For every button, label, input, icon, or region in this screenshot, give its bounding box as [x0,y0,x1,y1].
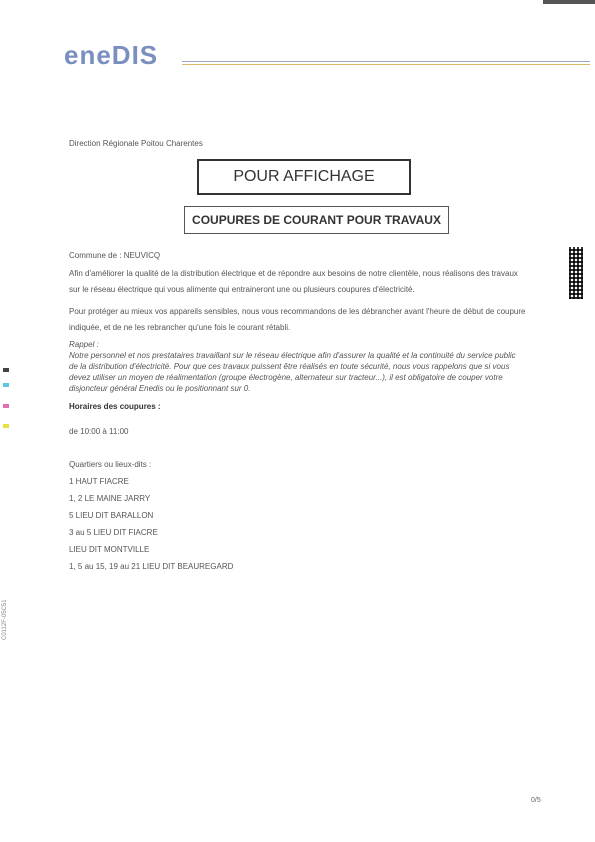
intro-paragraph [69,268,549,295]
print-mark-magenta [3,404,9,408]
intro-line-1: Afin d'améliorer la qualité de la distribution électrique et de répondre aux besoins de notre clientèle, nous réalisons des travaux [69,269,518,278]
quartier-item: 1, 5 au 15, 19 au 21 LIEU DIT BEAUREGARD [69,562,234,571]
rappel-title: Rappel : [69,340,99,349]
rappel-line: devez utiliser un moyen de réalimentation (groupe électrogène, alternateur sur tracteur...), il est obligatoire de couper votre [69,373,503,382]
pour-affichage-box [197,159,411,195]
quartier-item: 5 LIEU DIT BARALLON [69,511,154,520]
horaires-title: Horaires des coupures : [69,402,161,411]
quartier-item: 1 HAUT FIACRE [69,477,129,486]
quartiers-title: Quartiers ou lieux-dits : [69,460,152,469]
commune-line: Commune de : NEUVICQ [69,251,161,260]
quartier-item: 1, 2 LE MAINE JARRY [69,494,151,503]
horaires-value: de 10:00 à 11:00 [69,427,129,436]
intro-line-2: sur le réseau électrique qui vous alimente qui entraineront une ou plusieurs coupures d'électricité. [69,285,415,294]
header-rule-gold [182,64,590,65]
coupures-title: COUPURES DE COURANT POUR TRAVAUX [192,213,441,227]
quartiers-list [69,456,233,575]
rappel-line: Notre personnel et nos prestataires travaillant sur le réseau électrique afin d'assurer la qualité et la continuité du service public [69,351,516,360]
protect-line-2: indiquée, et de ne les rebrancher qu'une fois le courant rétabli. [69,323,291,332]
direction-label: Direction Régionale Poitou Charentes [69,139,203,148]
quartier-item: LIEU DIT MONTVILLE [69,545,150,554]
rappel-line: de la distribution d'électricité. Pour que ces travaux puissent être réalisés en toute sécurité, nous vous rappelons que si vous [69,362,510,371]
protect-line-1: Pour protéger au mieux vos appareils sensibles, nous vous recommandons de les débrancher avant l'heure de début de coupure [69,307,526,316]
protect-paragraph [69,306,549,333]
pour-affichage-title: POUR AFFICHAGE [233,168,375,185]
page-number: 0/5 [531,797,541,804]
enedis-logo: eneDIS [64,40,159,70]
top-edge-bar [543,0,595,4]
datamatrix-code [569,247,583,299]
print-mark-black [3,368,9,372]
print-mark-yellow [3,424,9,428]
print-mark-cyan [3,383,9,387]
coupures-box [184,206,449,234]
header-rule [182,61,590,62]
side-code: C0112F-05C51 [2,599,8,640]
quartier-item: 3 au 5 LIEU DIT FIACRE [69,528,158,537]
rappel-line: disjoncteur général Enedis ou le positionnant sur 0. [69,384,251,393]
rappel-block [69,339,549,394]
